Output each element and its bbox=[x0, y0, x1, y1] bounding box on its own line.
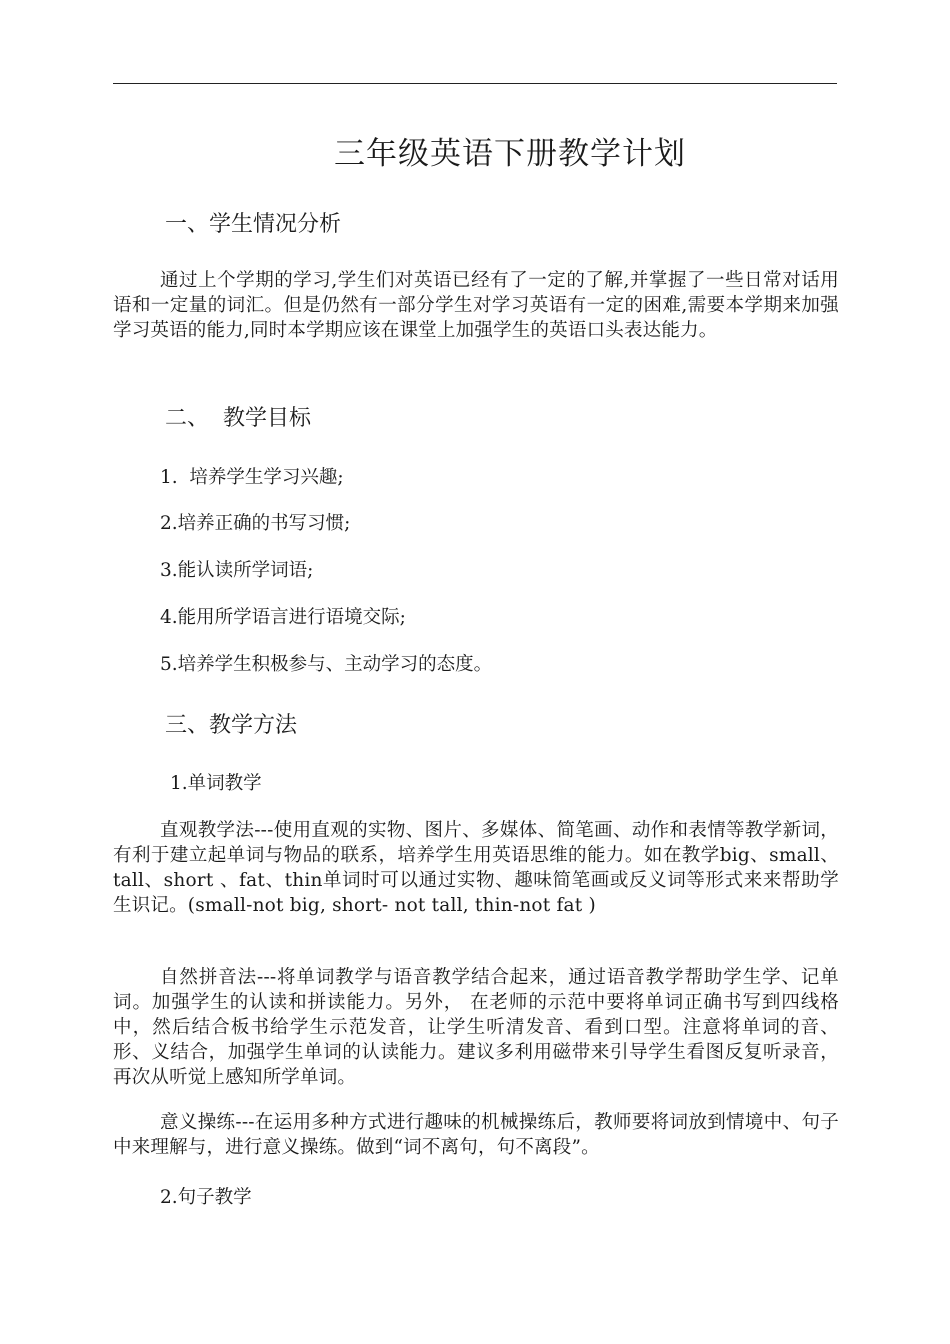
subheading-sentence-teaching: 2.句子教学 bbox=[160, 1187, 252, 1208]
goal-item: 5.培养学生积极参与、主动学习的态度。 bbox=[160, 654, 493, 675]
goal-item: 2.培养正确的书写习惯; bbox=[160, 513, 351, 534]
method-paragraph-phonics: 自然拼音法---将单词教学与语音教学结合起来，通过语音教学帮助学生学、记单词。加强学生的认读和拼读能力。另外， 在老师的示范中要将单词正确书写到四线格中，然后结合板书给学生示范发音，让学生听清发音、看到口型。注意将单词的音、形、义结合，加强学生单词的认读能力。建议多利用磁带来引导学生看图反复听录音，再次从听觉上感知所学单词。 bbox=[113, 967, 839, 1088]
subheading-word-teaching: 1.单词教学 bbox=[170, 773, 262, 794]
method-paragraph-meaningful-practice: 意义操练---在运用多种方式进行趣味的机械操练后，教师要将词放到情境中、句子中来理解与，进行意义操练。做到“词不离句，句不离段”。 bbox=[113, 1112, 839, 1158]
student-analysis-paragraph: 通过上个学期的学习,学生们对英语已经有了一定的了解,并掌握了一些日常对话用语和一定量的词汇。但是仍然有一部分学生对学习英语有一定的困难,需要本学期来加强学习英语的能力,同时本学期应该在课堂上加强学生的英语口头表达能力。 bbox=[113, 270, 839, 341]
method-paragraph-direct-teaching: 直观教学法---使用直观的实物、图片、多媒体、简笔画、动作和表情等教学新词，有利于建立起单词与物品的联系，培养学生用英语思维的能力。如在教学big、small、tall、short 、fat、thin单词时可以通过实物、趣味简笔画或反义词等形式来来帮助学生识记。(small-not big, short- not tall, thin-not fat ) bbox=[113, 820, 839, 916]
document-title: 三年级英语下册教学计划 bbox=[334, 136, 686, 172]
header-rule bbox=[113, 83, 837, 84]
section-heading-teaching-goals: 二、 教学目标 bbox=[165, 406, 311, 431]
section-heading-teaching-methods: 三、教学方法 bbox=[165, 713, 298, 738]
section-heading-student-analysis: 一、学生情况分析 bbox=[165, 212, 342, 237]
goal-item: 4.能用所学语言进行语境交际; bbox=[160, 607, 406, 628]
goal-item: 3.能认读所学词语; bbox=[160, 560, 314, 581]
goal-item: 1. 培养学生学习兴趣; bbox=[160, 467, 344, 488]
